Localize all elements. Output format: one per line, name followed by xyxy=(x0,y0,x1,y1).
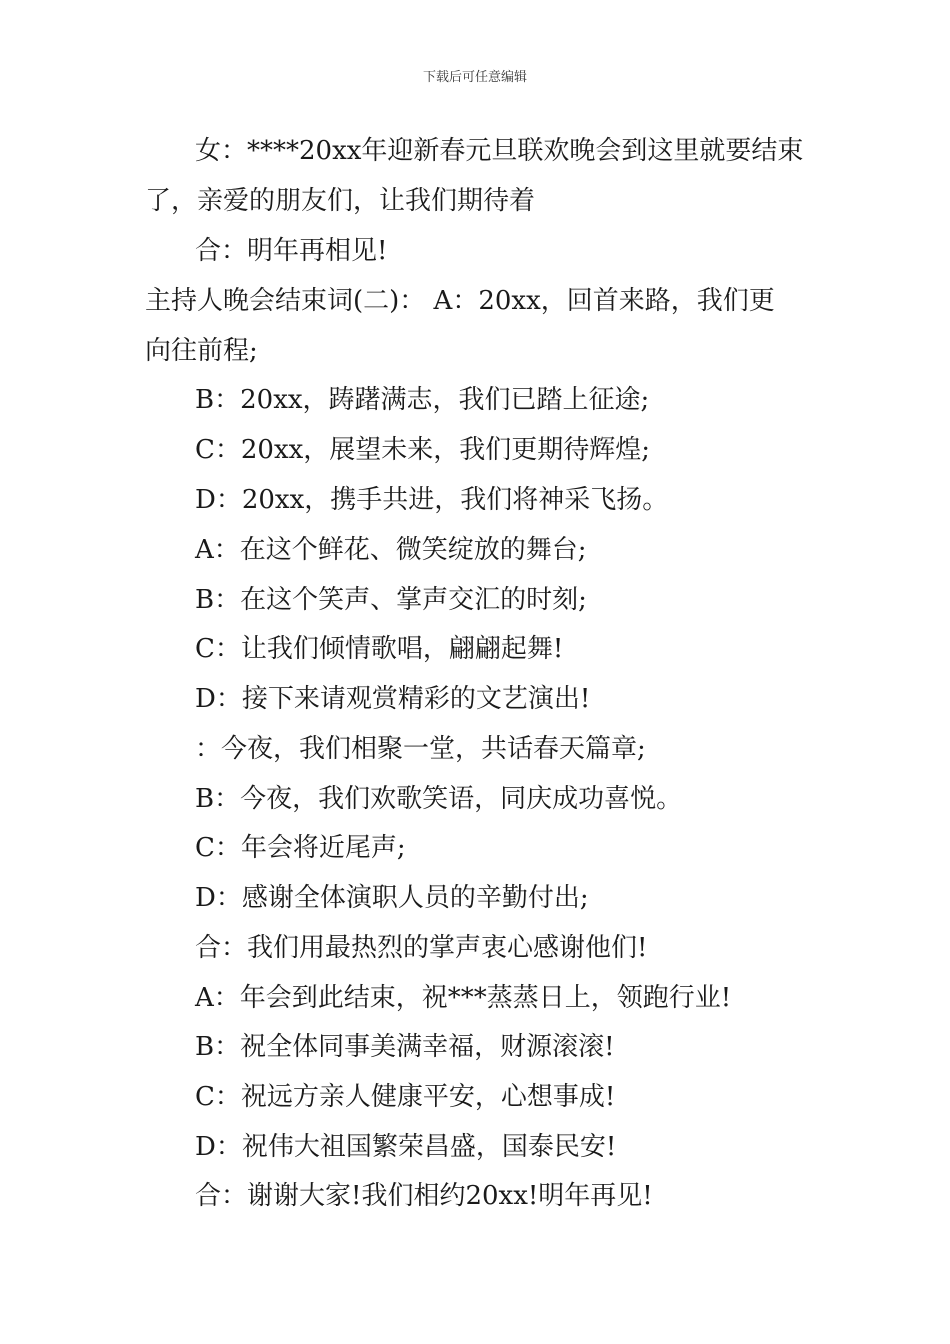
paragraph-line: A：年会到此结束，祝***蒸蒸日上，领跑行业! xyxy=(195,983,732,1013)
paragraph-line: D：祝伟大祖国繁荣昌盛，国泰民安! xyxy=(195,1132,617,1162)
paragraph-line: B：20xx，踌躇满志，我们已踏上征途; xyxy=(195,385,650,415)
paragraph-line: B：祝全体同事美满幸福，财源滚滚! xyxy=(195,1032,615,1062)
paragraph-line: 了，亲爱的朋友们，让我们期待着 xyxy=(145,186,536,216)
page-header: 下载后可任意编辑 xyxy=(422,70,527,85)
paragraph-line: 合：我们用最热烈的掌声衷心感谢他们! xyxy=(195,933,648,963)
paragraph-line: C：年会将近尾声; xyxy=(195,833,406,863)
paragraph-line: D：感谢全体演职人员的辛勤付出; xyxy=(195,883,589,913)
paragraph-line: C：祝远方亲人健康平安，心想事成! xyxy=(195,1082,616,1112)
paragraph-line: 主持人晚会结束词(二)： A：20xx，回首来路，我们更 xyxy=(145,286,775,316)
paragraph-line: 女：****20xx年迎新春元旦联欢晚会到这里就要结束 xyxy=(195,136,804,166)
paragraph-line: A：在这个鲜花、微笑绽放的舞台; xyxy=(195,535,587,565)
paragraph-line: C：20xx，展望未来，我们更期待辉煌; xyxy=(195,435,651,465)
paragraph-line: ：今夜，我们相聚一堂，共话春天篇章; xyxy=(195,734,646,764)
paragraph-line: C：让我们倾情歌唱，翩翩起舞! xyxy=(195,634,564,664)
paragraph-line: 合：谢谢大家!我们相约20xx!明年再见! xyxy=(195,1181,653,1211)
paragraph-line: 合：明年再相见! xyxy=(195,236,388,266)
paragraph-line: D：20xx，携手共进，我们将神采飞扬。 xyxy=(195,485,669,515)
paragraph-line: 向往前程; xyxy=(145,336,258,366)
paragraph-line: B：在这个笑声、掌声交汇的时刻; xyxy=(195,585,587,615)
paragraph-line: D：接下来请观赏精彩的文艺演出! xyxy=(195,684,591,714)
paragraph-line: B：今夜，我们欢歌笑语，同庆成功喜悦。 xyxy=(195,784,683,814)
